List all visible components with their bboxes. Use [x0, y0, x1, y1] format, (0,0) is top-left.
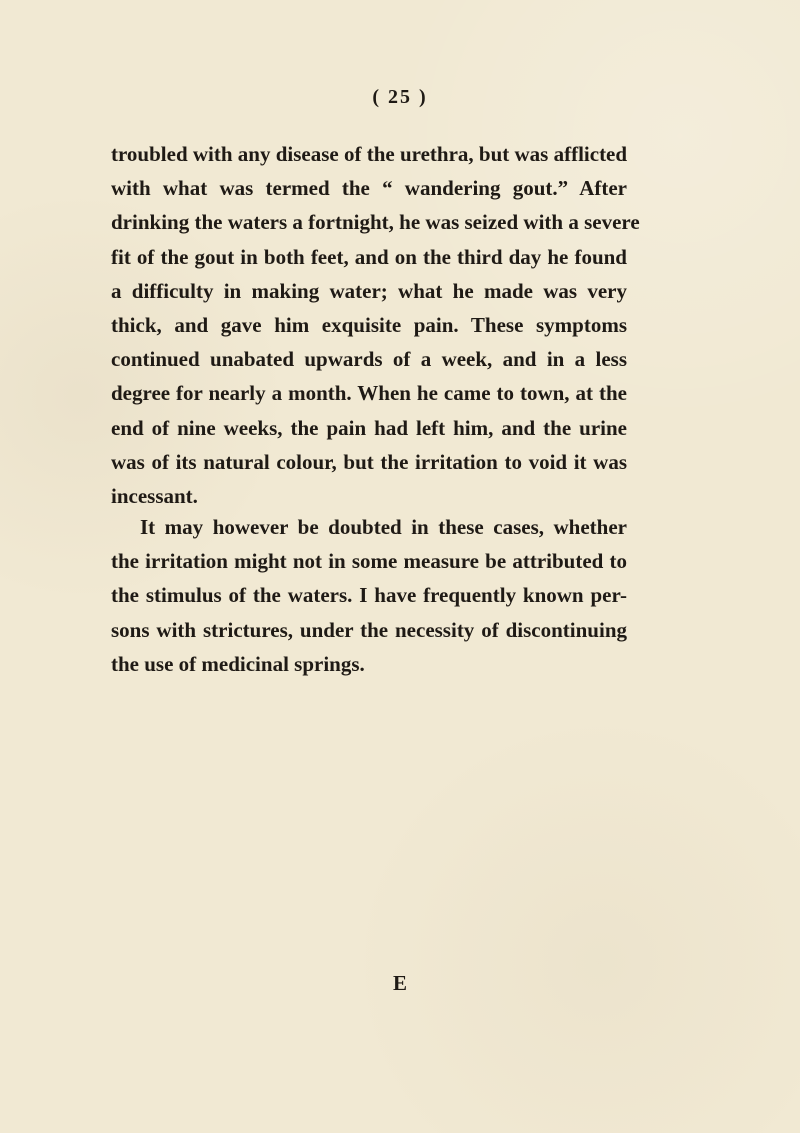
- text-line: degree for nearly a month. When he came to town, at the: [111, 381, 627, 406]
- text-line: end of nine weeks, the pain had left him, and the urine: [111, 415, 627, 440]
- text-line: fit of the gout in both feet, and on the third day he found: [111, 244, 627, 269]
- text-line: a difficulty in making water; what he made was very: [111, 278, 627, 303]
- text-line: incessant.: [111, 484, 198, 509]
- text-line: troubled with any disease of the urethra, but was afflicted: [111, 142, 628, 166]
- text-line: sons with strictures, under the necessity of discontinuing: [111, 617, 627, 642]
- text-line: continued unabated upwards of a week, and in a less: [111, 347, 627, 372]
- page-number: ( 25 ): [372, 86, 428, 108]
- text-line: the use of medicinal springs.: [111, 651, 365, 676]
- text-line: was of its natural colour, but the irritation to void it was: [111, 449, 627, 474]
- text-line: drinking the waters a fortnight, he was seized with a severe: [111, 210, 640, 235]
- paragraph-2: [111, 510, 627, 681]
- text-line: the irritation might not in some measure be attributed to: [111, 549, 627, 574]
- text-line: with what was termed the “ wandering gout.” After: [111, 176, 627, 201]
- text-line: the stimulus of the waters. I have frequently known per-: [111, 583, 627, 608]
- text-line: It may however be doubted in these cases, whether: [140, 515, 627, 539]
- text-line: thick, and gave him exquisite pain. These symptoms: [111, 313, 627, 338]
- signature-mark: E: [392, 971, 407, 995]
- paragraph-1: [111, 137, 640, 513]
